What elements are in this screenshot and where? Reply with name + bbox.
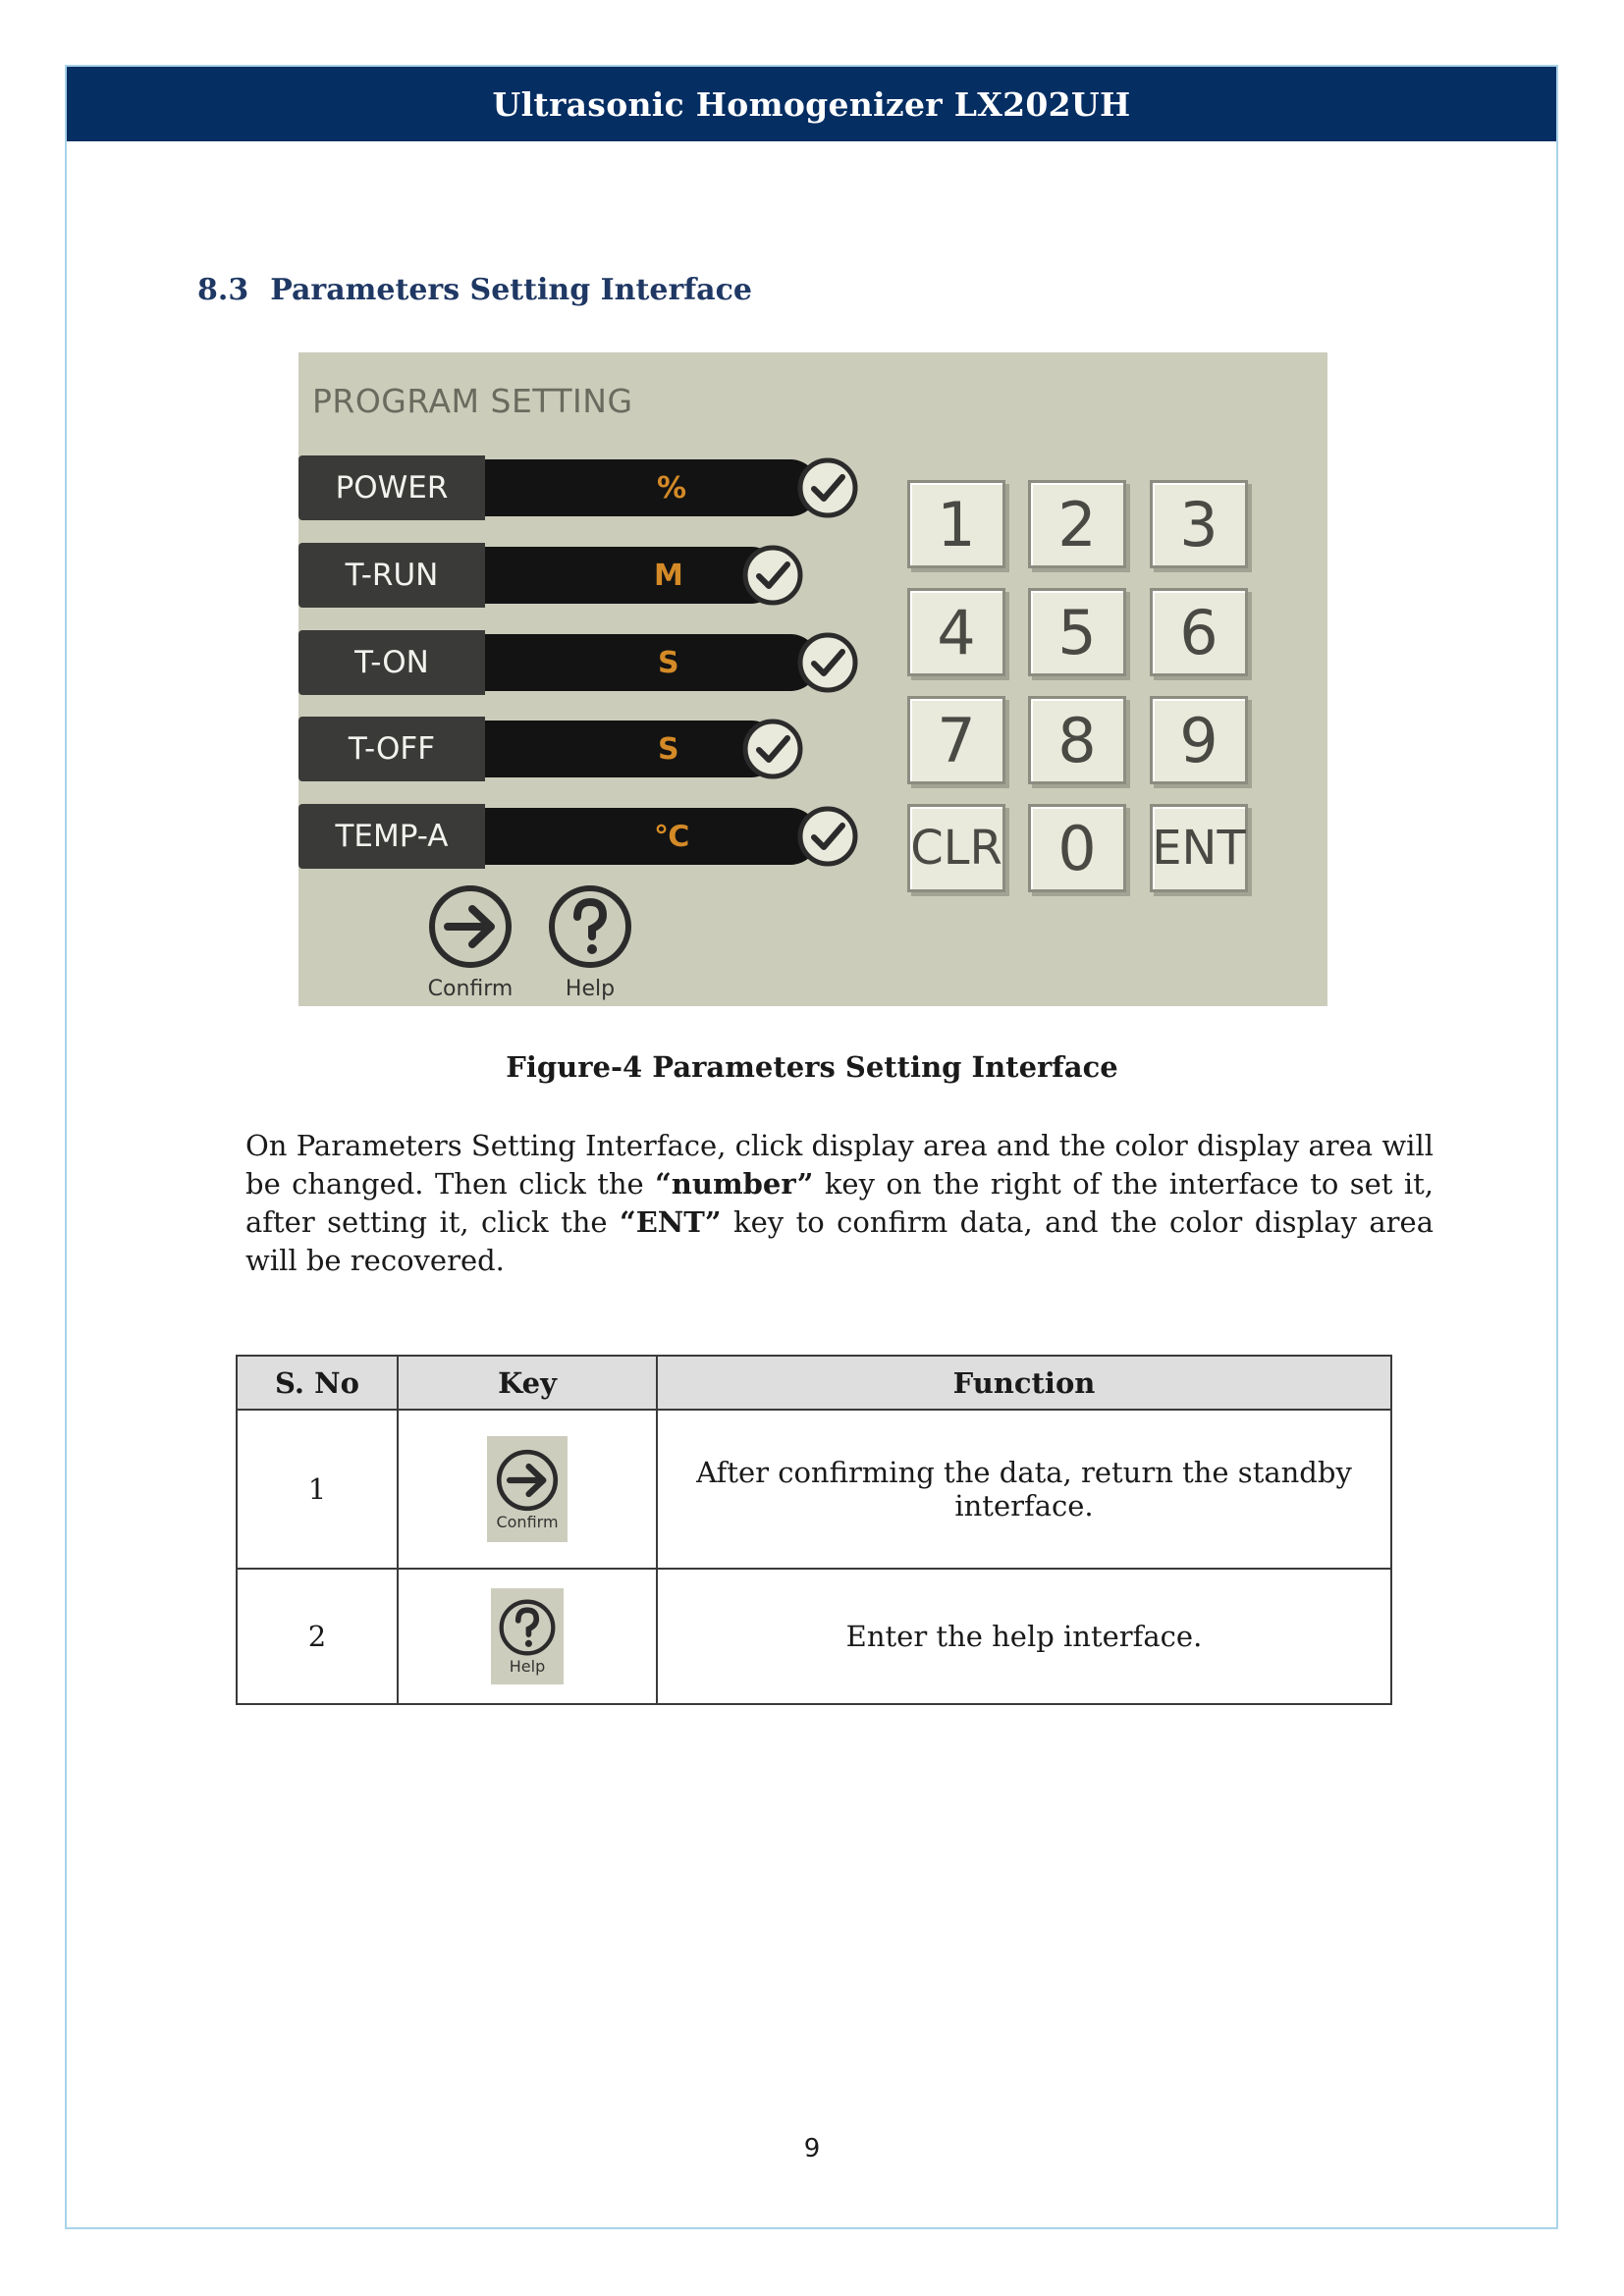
help-question-icon [546, 882, 634, 971]
cell-function: After confirming the data, return the standby interface. [657, 1410, 1391, 1569]
confirm-key-image [487, 1436, 568, 1542]
help-question-icon [496, 1596, 559, 1659]
param-label: T-RUN [298, 543, 485, 608]
key-2[interactable]: 2 [1028, 480, 1126, 568]
key-clr[interactable]: CLR [907, 804, 1005, 892]
confirm-arrow-icon [426, 882, 514, 971]
cell-key [398, 1569, 657, 1704]
param-label: T-ON [298, 630, 485, 695]
check-icon[interactable] [795, 804, 860, 869]
check-icon[interactable] [795, 630, 860, 695]
param-label: TEMP-A [298, 804, 485, 869]
page-number: 9 [803, 2134, 821, 2163]
param-unit: M [654, 558, 683, 593]
cell-key [398, 1410, 657, 1569]
paragraph-text: key to confirm data, and the color display area will be recovered. [245, 1205, 1434, 1277]
cell-sno: 2 [237, 1569, 398, 1704]
cell-sno: 1 [237, 1410, 398, 1569]
program-setting-screen [298, 352, 1327, 1006]
screen-title: PROGRAM SETTING [312, 382, 633, 420]
paragraph-bold-number: “number” [655, 1167, 814, 1201]
check-icon[interactable] [795, 455, 860, 520]
param-label: T-OFF [298, 717, 485, 781]
table-row [237, 1569, 1391, 1704]
key-3[interactable]: 3 [1150, 480, 1248, 568]
paragraph-text: On Parameters Setting Interface, click display area and the color display area will be changed. Then click the [245, 1129, 1434, 1201]
description-paragraph [245, 1127, 1434, 1280]
param-display-bar[interactable] [485, 721, 780, 777]
figure-caption: Figure-4 Parameters Setting Interface [506, 1050, 1118, 1084]
header-sno: S. No [237, 1356, 398, 1410]
help-label: Help [565, 977, 616, 1001]
key-1[interactable]: 1 [907, 480, 1005, 568]
param-unit: ℃ [654, 819, 690, 854]
table-row [237, 1410, 1391, 1569]
document-title: Ultrasonic Homogenizer LX202UH [492, 84, 1131, 124]
paragraph-bold-ent: “ENT” [620, 1205, 722, 1239]
check-icon[interactable] [740, 717, 805, 781]
confirm-button[interactable] [421, 882, 519, 1001]
confirm-key-label: Confirm [496, 1513, 559, 1531]
key-function-table [236, 1355, 1392, 1705]
cell-function: Enter the help interface. [657, 1569, 1391, 1704]
document-header [67, 67, 1556, 141]
key-8[interactable]: 8 [1028, 696, 1126, 784]
param-display-bar[interactable] [485, 459, 819, 516]
param-display-bar[interactable] [485, 808, 819, 865]
help-button[interactable] [541, 882, 639, 1001]
help-key-label: Help [509, 1657, 546, 1676]
key-6[interactable]: 6 [1150, 588, 1248, 676]
key-0[interactable]: 0 [1028, 804, 1126, 892]
section-heading [197, 273, 752, 307]
section-number: 8.3 [197, 273, 249, 307]
key-5[interactable]: 5 [1028, 588, 1126, 676]
table-header-row [237, 1356, 1391, 1410]
confirm-arrow-icon [493, 1446, 562, 1515]
confirm-label: Confirm [427, 977, 514, 1001]
section-title: Parameters Setting Interface [270, 273, 752, 307]
param-unit: S [658, 731, 679, 767]
paragraph-text: key on the right of the interface to set it, after setting it, click the [245, 1167, 1434, 1239]
header-function: Function [657, 1356, 1391, 1410]
header-key: Key [398, 1356, 657, 1410]
param-unit: % [657, 470, 687, 506]
param-unit: S [658, 645, 679, 680]
key-9[interactable]: 9 [1150, 696, 1248, 784]
key-4[interactable]: 4 [907, 588, 1005, 676]
help-key-image [491, 1588, 564, 1684]
param-display-bar[interactable] [485, 547, 780, 604]
check-icon[interactable] [740, 543, 805, 608]
key-ent[interactable]: ENT [1150, 804, 1248, 892]
key-7[interactable]: 7 [907, 696, 1005, 784]
param-label: POWER [298, 455, 485, 520]
param-display-bar[interactable] [485, 634, 819, 691]
